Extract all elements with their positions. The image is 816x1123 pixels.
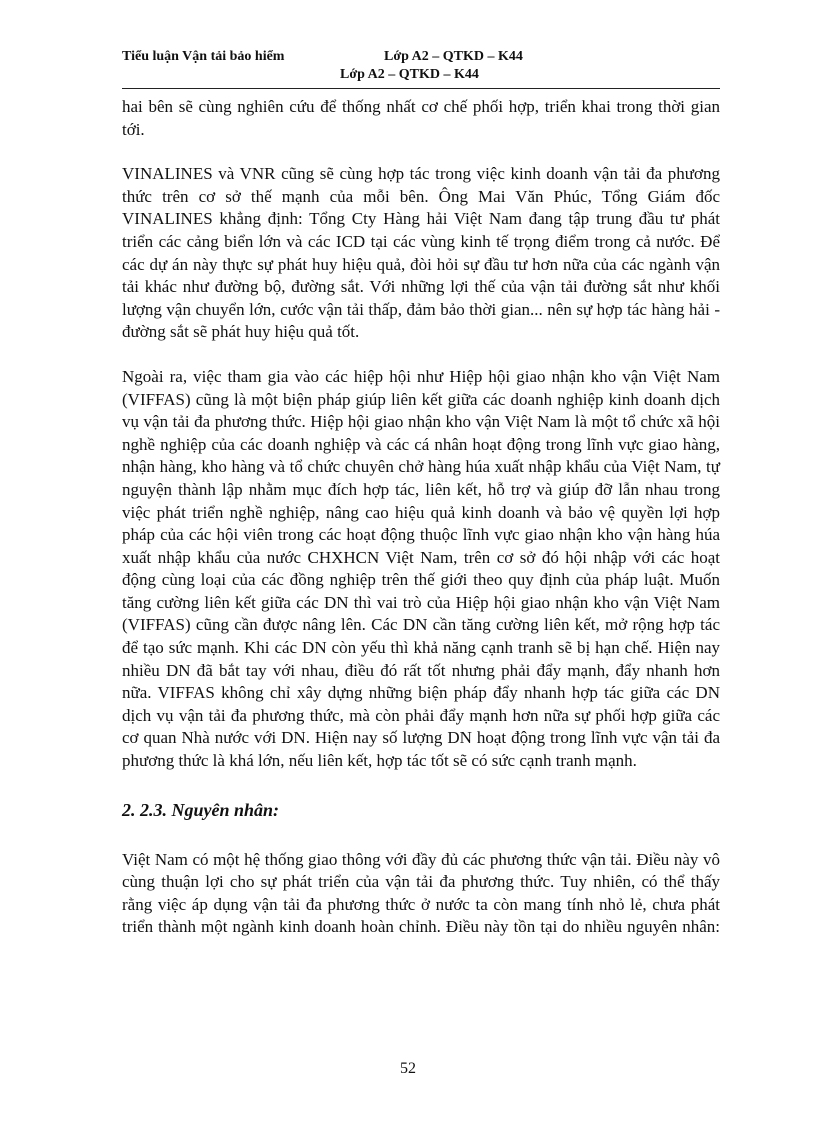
paragraph-spacer bbox=[122, 141, 720, 163]
paragraph-spacer bbox=[122, 773, 720, 797]
page-number: 52 bbox=[400, 1060, 416, 1077]
paragraph-spacer bbox=[122, 825, 720, 849]
paragraph-spacer bbox=[122, 344, 720, 366]
body-paragraph: hai bên sẽ cùng nghiên cứu để thống nhất cơ chế phối hợp, triển khai trong thời gian tới. bbox=[122, 97, 720, 139]
section-heading: 2. 2.3. Nguyên nhân: bbox=[122, 799, 280, 820]
header-class-label-repeat: Lớp A2 – QTKD – K44 bbox=[340, 67, 479, 82]
header-class-label: Lớp A2 – QTKD – K44 bbox=[384, 49, 523, 64]
body-paragraph: VINALINES và VNR cũng sẽ cùng hợp tác trong việc kinh doanh vận tải đa phương thức trên cơ sở thế mạnh của mỗi bên. Ông Mai Văn Phúc, Tổng Giám đốc VINALINES khẳng định: Tổng Cty Hàng hải Việt Nam đang tập trung đầu tư phát triển các cảng biển lớn và các ICD tại các vùng kinh tế trọng điểm trong cả nước. Để các dự án này thực sự phát huy hiệu quả, đòi hỏi sự đầu tư hơn nữa của các ngành vận tải khác như đường bộ, đường sắt. Với những lợi thế của vận tải đường sắt như khối lượng vận chuyển lớn, cước vận tải thấp, đảm bảo thời gian... nên sự hợp tác hàng hải - đường sắt sẽ phát huy hiệu quả tốt. bbox=[122, 164, 720, 342]
page-body bbox=[122, 96, 720, 939]
header-line-1 bbox=[122, 48, 718, 66]
body-paragraph: Ngoài ra, việc tham gia vào các hiệp hội như Hiệp hội giao nhận kho vận Việt Nam (VIFFAS) cũng là một biện pháp giúp liên kết giữa các doanh nghiệp kinh doanh dịch vụ vận tải đa phương thức. Hiệp hội giao nhận kho vận Việt Nam là một tổ chức xã hội nghề nghiệp của các doanh nghiệp và các cá nhân hoạt động trong lĩnh vực giao hàng, nhận hàng, kho hàng và tổ chức chuyên chở hàng húa xuất nhập khẩu của Việt Nam, tự nguyện thành lập nhằm mục đích hợp tác, liên kết, hỗ trợ và giúp đỡ lẫn nhau trong việc phát triển nghề nghiệp, nâng cao hiệu quả kinh doanh và bảo vệ quyền lợi hợp pháp của các hội viên trong các hoạt động thuộc lĩnh vực giao nhận kho vận hàng húa xuất nhập khẩu của nước CHXHCN Việt Nam, trên cơ sở đó hội nhập với các hoạt động cùng loại của các đồng nghiệp trên thế giới theo quy định của pháp luật. Muốn tăng cường liên kết giữa các DN thì vai trò của Hiệp hội giao nhận kho vận Việt Nam (VIFFAS) cũng cần được nâng lên. Các DN cần tăng cường liên kết, mở rộng hợp tác để tạo sức mạnh. Khi các DN còn yếu thì khả năng cạnh tranh sẽ bị hạn chế. Hiện nay nhiều DN đã bắt tay với nhau, điều đó rất tốt nhưng phải đẩy mạnh, đẩy nhanh hơn nữa. VIFFAS không chỉ xây dựng những biện pháp đẩy nhanh hợp tác giữa các DN dịch vụ vận tải đa phương thức, mà còn phải đẩy mạnh hơn nữa sự phối hợp giữa các cơ quan Nhà nước với DN. Hiện nay số lượng DN hoạt động trong lĩnh vực vận tải đa phương thức là khá lớn, nếu liên kết, hợp tác tốt sẽ có sức cạnh tranh mạnh. bbox=[122, 366, 720, 771]
header-document-title: Tiểu luận Vận tải bảo hiểm bbox=[122, 49, 285, 64]
header-divider bbox=[122, 88, 720, 89]
body-paragraph: Việt Nam có một hệ thống giao thông với đầy đủ các phương thức vận tải. Điều này vô cùng thuận lợi cho sự phát triển của vận tải đa phương thức. Tuy nhiên, có thể thấy rằng việc áp dụng vận tải đa phương thức ở nước ta còn mang tính nhỏ lẻ, chưa phát triển thành một ngành kinh doanh hoàn chỉnh. Điều này tồn tại do nhiều nguyên nhân: bbox=[122, 849, 720, 937]
page-header bbox=[122, 48, 718, 84]
header-line-2 bbox=[122, 66, 718, 84]
